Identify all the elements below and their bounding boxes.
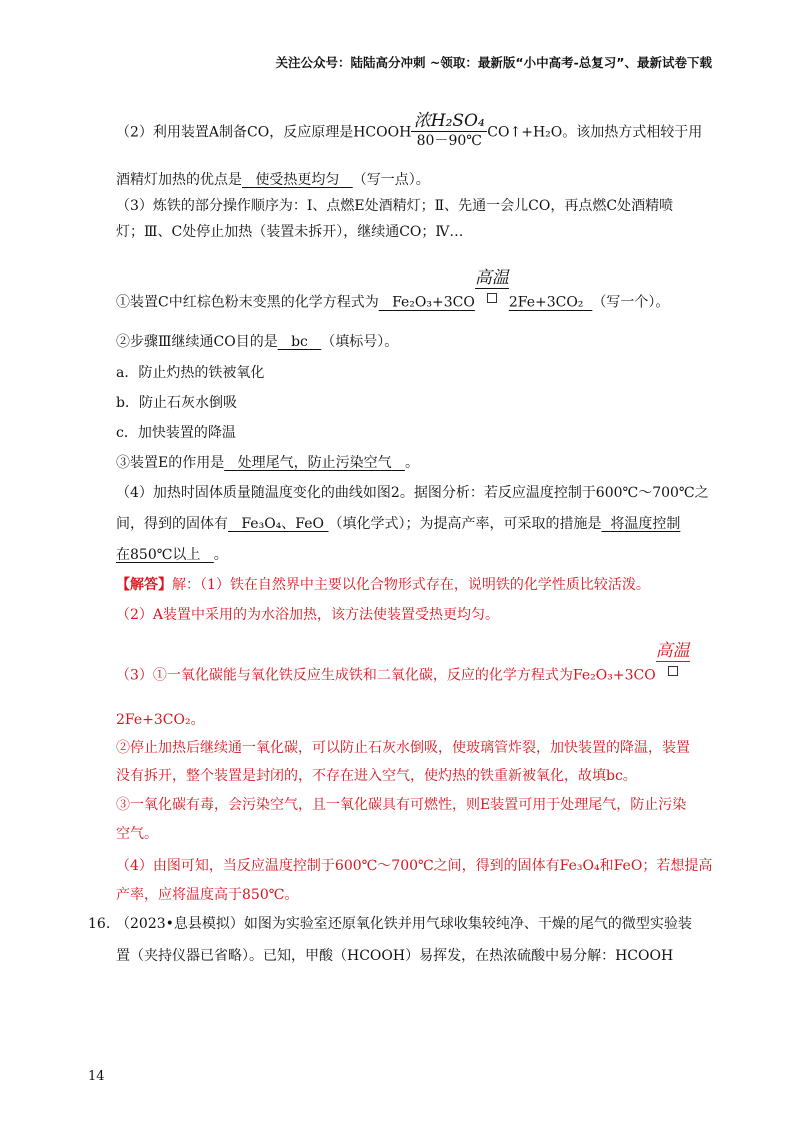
- answer-blank: Fe₃O₄、FeO: [241, 516, 325, 532]
- paragraph-2: （2）利用装置A制备CO，反应原理是HCOOH 浓H₂SO₄ 80－90℃ CO↑+H₂O。该加热方式相较于用: [116, 111, 703, 149]
- option-c: c．加快装置的降温: [116, 425, 236, 441]
- placeholder-box-icon: [668, 666, 678, 676]
- paragraph-3b: 灯；Ⅲ、C处停止加热（装置未拆开），继续通CO；Ⅳ…: [116, 224, 464, 240]
- question-16-line-2: 置（夹持仪器已省略）。已知，甲酸（HCOOH）易挥发，在热浓硫酸中易分解：HCOOH: [116, 948, 674, 964]
- solution-line-8: 空气。: [116, 826, 158, 842]
- solution-line-7: ③一氧化碳有毒，会污染空气，且一氧化碳具有可燃性，则E装置可用于处理尾气，防止污染: [116, 797, 687, 813]
- reaction-condition: 高温: [475, 268, 509, 309]
- placeholder-box-icon: [487, 293, 497, 303]
- paragraph-4b: 间，得到的固体有 Fe₃O₄、FeO （填化学式）；为提高产率，可采取的措施是 将温度控制: [116, 516, 681, 532]
- solution-tag: 【解答】: [116, 577, 172, 593]
- solution-line-6: 没有拆开，整个装置是封闭的，不存在进入空气，使灼热的铁重新被氧化，故填bc。: [116, 768, 637, 784]
- option-b: b．防止石灰水倒吸: [116, 395, 237, 411]
- page-header: 关注公众号：陆陆高分冲刺 ~领取：最新版“小中高考-总复习”、最新试卷下载: [275, 55, 712, 70]
- option-a: a．防止灼热的铁被氧化: [116, 365, 265, 381]
- answer-blank: 使受热更均匀: [255, 172, 340, 188]
- question-3: ③装置E的作用是 处理尾气，防止污染空气 。: [116, 455, 419, 471]
- reaction-condition: 高温: [656, 641, 690, 682]
- answer-blank: bc: [291, 334, 308, 350]
- page-number: 14: [88, 1069, 105, 1084]
- solution-line-3: （3）①一氧化碳能与氧化铁反应生成铁和二氧化碳，反应的化学方程式为Fe₂O₃+3CO 高温: [116, 641, 690, 684]
- reaction-condition: 浓H₂SO₄ 80－90℃: [411, 111, 487, 150]
- solution-line-2: （2）A装置中采用的为水浴加热，该方法使装置受热更均匀。: [116, 607, 500, 623]
- paragraph-4a: （4）加热时固体质量随温度变化的曲线如图2。据图分析：若反应温度控制于600℃～700℃之: [116, 485, 709, 501]
- paragraph-4c: 在850℃以上 。: [116, 547, 228, 563]
- answer-blank: 将温度控制: [610, 516, 681, 532]
- solution-line-9: （4）由图可知，当反应温度控制于600℃～700℃之间，得到的固体有Fe₃O₄和FeO；若想提高: [116, 858, 713, 874]
- answer-blank: Fe₂O₃+3CO: [392, 294, 475, 311]
- question-number: 16.: [88, 916, 111, 932]
- solution-line-10: 产率，应将温度高于850℃。: [116, 887, 299, 903]
- paragraph-2b: 酒精灯加热的优点是 使受热更均匀 （写一点）。: [116, 172, 430, 188]
- answer-blank: 处理尾气，防止污染空气: [237, 455, 392, 471]
- paragraph-3a: （3）炼铁的部分操作顺序为：Ⅰ、点燃E处酒精灯；Ⅱ、先通一会儿CO，再点燃C处酒精喷: [116, 198, 674, 214]
- question-16-line-1: （2023•息县模拟）如图为实验室还原氧化铁并用气球收集较纯净、干燥的尾气的微型实验装: [116, 916, 692, 932]
- solution-line-1: 【解答】解：（1）铁在自然界中主要以化合物形式存在，说明铁的化学性质比较活泼。: [116, 577, 650, 593]
- solution-line-4: 2Fe+3CO₂。: [116, 712, 205, 728]
- question-2: ②步骤Ⅲ继续通CO目的是 bc （填标号）。: [116, 334, 399, 350]
- solution-line-5: ②停止加热后继续通一氧化碳，可以防止石灰水倒吸，使玻璃管炸裂，加快装置的降温，装置: [116, 740, 690, 756]
- question-1: ①装置C中红棕色粉末变黑的化学方程式为 Fe₂O₃+3CO 高温 2Fe+3CO₂ （写一个）。: [116, 268, 670, 311]
